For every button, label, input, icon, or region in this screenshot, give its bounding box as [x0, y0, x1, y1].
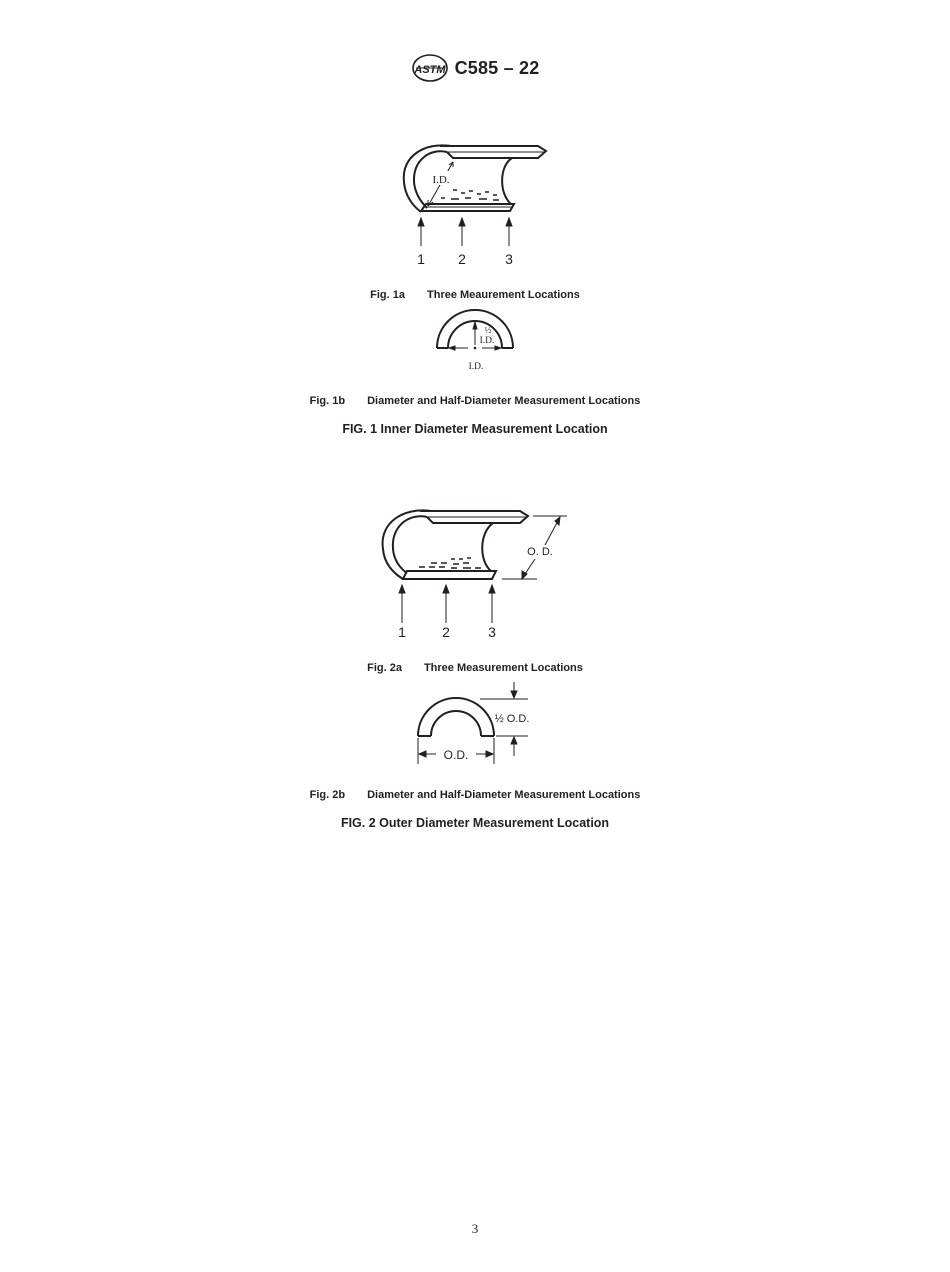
fig2a-od-label: O. D. — [527, 546, 553, 558]
fig1a-caption-text: Three Meaurement Locations — [427, 289, 580, 301]
fig1b-caption — [0, 395, 950, 407]
fig1b-caption-label: Fig. 1b — [309, 395, 346, 407]
fig2a-drawing — [375, 505, 575, 643]
fig2a-caption-text: Three Measurement Locations — [423, 662, 583, 674]
fig1b-half-label: ½ — [484, 325, 492, 335]
fig1a-location-3: 3 — [505, 251, 513, 267]
fig1a-location-2: 2 — [458, 251, 466, 267]
fig1b-caption-text: Diameter and Half-Diameter Measurement Locations — [367, 395, 641, 407]
fig2a-caption-label: Fig. 2a — [367, 662, 402, 674]
logo-text: ASTM — [413, 64, 446, 76]
figure1-title: FIG. 1 Inner Diameter Measurement Location — [342, 422, 608, 436]
fig2b-caption-text: Diameter and Half-Diameter Measurement Locations — [367, 789, 641, 801]
fig1b-id-label: I.D. — [468, 362, 484, 372]
astm-logo — [411, 52, 449, 84]
fig2a-caption — [0, 662, 950, 674]
fig2b-caption-label: Fig. 2b — [309, 789, 346, 801]
page-header — [0, 52, 950, 84]
figure2-title: FIG. 2 Outer Diameter Measurement Location — [340, 816, 610, 830]
fig1b-half-id-label: I.D. — [479, 336, 495, 346]
fig1b-drawing — [425, 305, 525, 377]
fig1a-caption-label: Fig. 1a — [370, 289, 405, 301]
fig2b-half-od-label: ½ O.D. — [494, 713, 530, 725]
fig2a-location-3: 3 — [488, 624, 496, 640]
page-number: 3 — [471, 1221, 479, 1236]
fig2b-od-label: O.D. — [443, 748, 469, 762]
fig2b-caption — [0, 789, 950, 801]
fig2a-location-1: 1 — [398, 624, 406, 640]
fig1a-location-1: 1 — [417, 251, 425, 267]
fig1a-id-label: I.D. — [432, 174, 450, 186]
document-designation: C585 – 22 — [454, 57, 540, 78]
fig2a-location-2: 2 — [442, 624, 450, 640]
fig1a-drawing — [395, 138, 555, 273]
fig2b-drawing — [410, 678, 540, 770]
fig1a-caption — [0, 289, 950, 301]
